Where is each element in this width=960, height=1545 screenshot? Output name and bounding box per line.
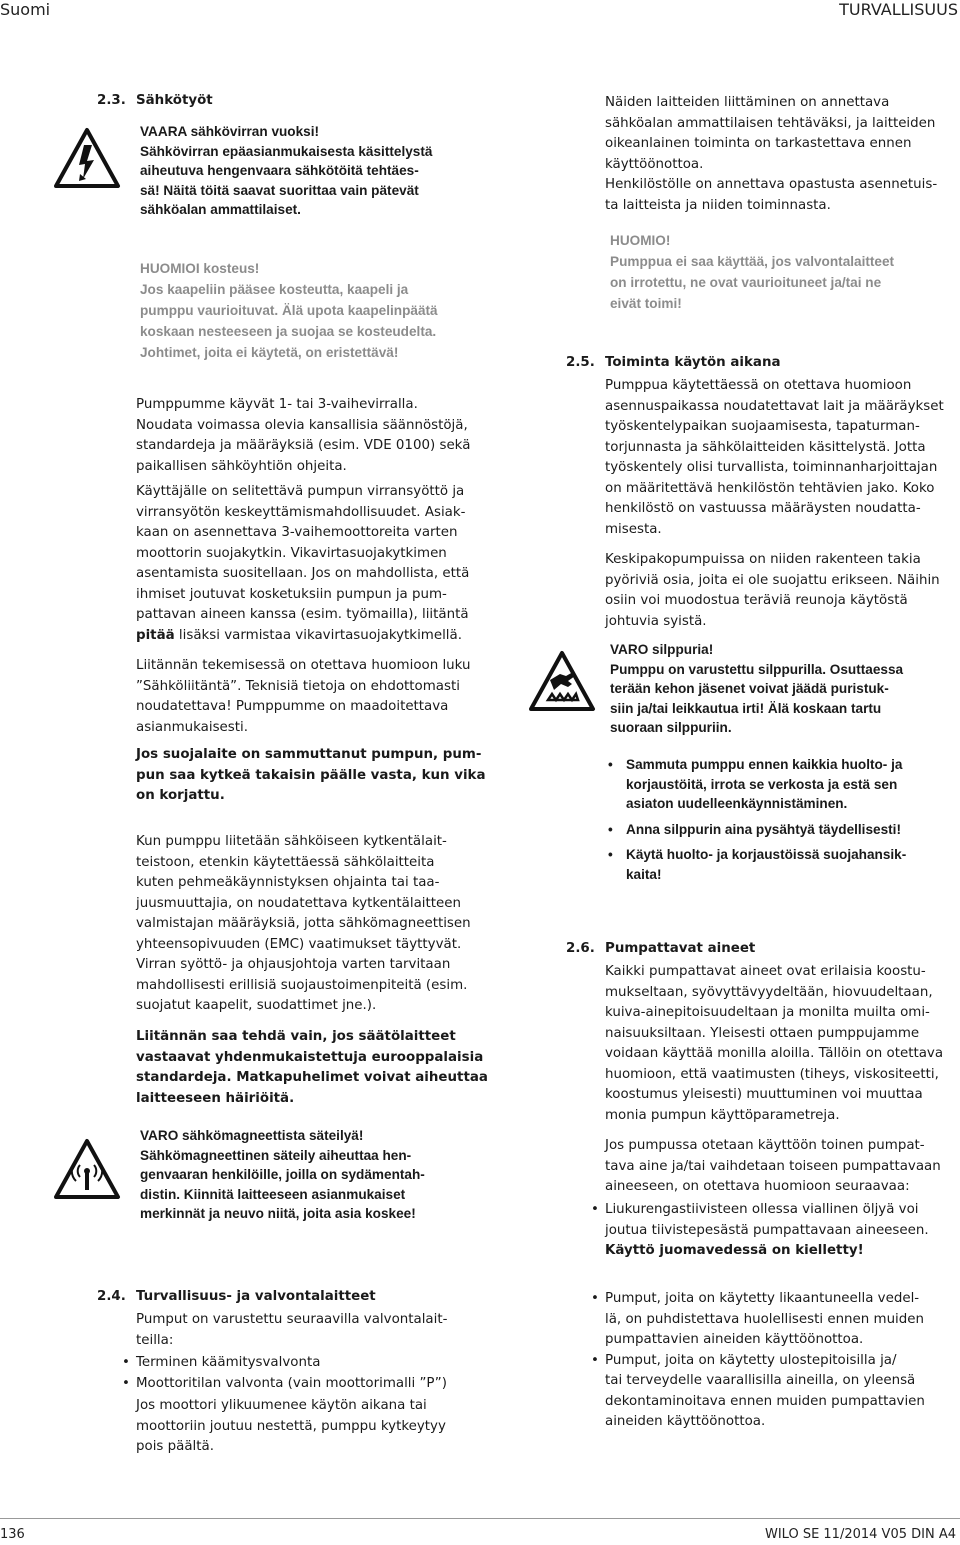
text-line: oikeanlainen toiminta on tarkastettava ennen — [605, 136, 912, 151]
text-line: juusmuuttajia, on noudatettava kytkentälaitteen — [136, 895, 461, 911]
section-title-2-4: Turvallisuus- ja valvontalaitteet — [136, 1289, 376, 1304]
list-item — [608, 755, 948, 814]
text-line: kuten pehmeäkäynnistyksen ohjainta tai taa- — [136, 875, 440, 890]
text-line: on määritettävä henkilöstön tehtävien jako. Koko — [605, 480, 935, 496]
warning-line: Pumppu on varustettu silppurilla. Osuttaessa — [610, 661, 904, 677]
emf-line: genvaaran henkilöille, joilla on sydämentah- — [140, 1167, 425, 1182]
text-line: sähköalan ammattilaisen tehtäväksi, ja laitteiden — [605, 115, 936, 131]
text-line: Pumppumme käyvät 1- tai 3-vaihevirralla. — [136, 397, 418, 412]
text-line: pun saa kytkeä takaisin päälle vasta, kun vika — [136, 767, 486, 783]
text-line: tai terveydelle vaarallisilla aineilla, on yleensä — [605, 1373, 916, 1388]
section-number-2-5: 2.5. — [566, 355, 595, 370]
text-line: moottoriin joutuu nestettä, pumppu kytkeytyy — [136, 1418, 446, 1434]
text-line: ta laitteista ja niiden toiminnasta. — [605, 197, 831, 213]
list-item — [583, 1200, 960, 1262]
text-line: asianmukaisesti. — [136, 719, 248, 735]
text-line: kaita! — [626, 866, 662, 882]
danger-line: Sähkövirran epäasianmukaisesta käsittelystä — [140, 143, 433, 159]
text-line: • Pumput, joita on käytetty likaantuneella vedel- — [605, 1291, 920, 1306]
moisture-line: HUOMIOI kosteus! — [140, 261, 260, 276]
warning-line: suoraan silppuriin. — [610, 720, 732, 735]
text-line: monia pumpun käyttöparametreja. — [605, 1107, 840, 1123]
section-2-4-body — [136, 1310, 447, 1351]
text-line: pois päältä. — [136, 1439, 214, 1454]
text-line — [136, 626, 469, 647]
danger-line: sä! Näitä töitä saavat suorittaa vain pätevät — [140, 182, 419, 198]
list-item — [608, 820, 948, 840]
emf-line: VARO sähkömagneettista säteilyä! — [140, 1128, 364, 1143]
text-line: misesta. — [605, 521, 662, 537]
electric-hazard-icon — [53, 127, 121, 189]
text-line: • Pumput, joita on käytetty ulostepitoisilla ja/ — [605, 1352, 897, 1368]
text-line: valmistajan määräyksiä, jotta sähkömagneettisen — [136, 916, 471, 931]
text-line: Kun pumppu liitetään sähköiseen kytkentälait- — [136, 834, 447, 849]
text-line: huomioon, että vaatimusten (tiheys, viskositeetti, — [605, 1066, 939, 1082]
text-line: lä, on puhdistettava huolellisesti ennen muiden — [605, 1311, 925, 1327]
text-line: • Sammuta pumppu ennen kaikkia huolto- ja — [626, 757, 903, 772]
paragraph-phase — [136, 395, 470, 477]
list-item: • Moottoritilan valvonta (vain moottorimalli ”P”) — [114, 1374, 494, 1395]
text-line: korjaustöitä, irrota se verkosta ja estä sen — [626, 776, 898, 792]
monitoring-devices-list — [114, 1353, 494, 1394]
text-line: kuiva-ainepitoisuudeltaan ja monilta muilta omi- — [605, 1005, 930, 1020]
text-line: teilla: — [136, 1332, 174, 1348]
text-line: Pumppua käytettäessä on otettava huomioon — [605, 378, 912, 393]
text-line: dekontaminoitava ennen muiden pumpattavien — [605, 1393, 925, 1409]
note-line: eivät toimi! — [610, 296, 682, 311]
text-line: vastaavat yhdenmukaistettuja eurooppalaisia — [136, 1049, 484, 1065]
section-title-2-6: Pumpattavat aineet — [605, 941, 756, 956]
text-line: työskentelypaikan suojaamisesta, tapaturman- — [605, 419, 920, 434]
note-line: on irrotettu, ne ovat vaurioituneet ja/tai ne — [610, 275, 882, 290]
danger-line: VAARA sähkövirran vuoksi! — [140, 124, 320, 139]
text-line: virransyötön keskeyttämismahdollisuudet. Asiak- — [136, 504, 466, 520]
text-line: standardeja. Matkapuhelimet voivat aiheuttaa — [136, 1070, 488, 1085]
text-line: asennuspaikassa noudatettavat lait ja määräykset — [605, 398, 944, 414]
text-line: Jos suojalaite on sammuttanut pumpun, pum- — [136, 747, 482, 762]
moisture-note-block — [140, 258, 438, 363]
section-2-4-after — [136, 1396, 446, 1458]
text-line: naisuuksiltaan. Yleisesti ottaen pumppujamme — [605, 1025, 920, 1041]
text-line: kaan on asennettava 3-vaihemoottoreita varten — [136, 525, 458, 540]
moisture-line: Jos kaapeliin pääsee kosteutta, kaapeli ja — [140, 282, 409, 297]
text-line: aineiden käyttöönottoa. — [605, 1414, 766, 1429]
emf-warning-block — [140, 1126, 425, 1224]
footer-divider — [0, 1518, 960, 1519]
text-line: asiaton uudelleenkäynnistäminen. — [626, 796, 848, 811]
text-line: paikallisen sähköyhtiön ohjeita. — [136, 458, 347, 474]
text-line: voidaan käyttää monilla aloilla. Tällöin on otettava — [605, 1046, 944, 1061]
text-line: Virran syöttö- ja ohjausjohtoja varten tarvitaan — [136, 957, 451, 972]
text-line: Keskipakopumpuissa on niiden rakenteen takia — [605, 552, 921, 567]
section-2-6-paragraph-1 — [605, 962, 943, 1126]
text-line: työskentely olisi turvallista, toiminnanharjoittajan — [605, 460, 938, 475]
bold-word: pitää — [136, 627, 175, 643]
text-line: • Liukurengastiivisteen ollessa viallinen öljyä voi — [605, 1202, 919, 1217]
warning-line: siin ja/tai leikkautua irti! Älä koskaan tartu — [610, 700, 882, 716]
text-line: • Anna silppurin aina pysähtyä täydellisesti! — [626, 821, 901, 837]
text-line: mukseltaan, syövyttävyydeltään, hiovuudeltaan, — [605, 984, 933, 1000]
text-line: torjunnasta ja sähkölaitteiden käsittelystä. Jotta — [605, 439, 926, 455]
danger-line: aiheutuva hengenvaara sähkötöitä tehtäes- — [140, 163, 419, 178]
text-line: Liitännän saa tehdä vain, jos säätölaitteet — [136, 1029, 456, 1044]
shredder-warning-block — [610, 640, 903, 738]
note-line: HUOMIO! — [610, 233, 671, 248]
text-line: pumpattavien aineiden käyttöönottoa. — [605, 1332, 864, 1347]
moisture-line: pumppu vaurioituvat. Älä upota kaapelinpäätä — [140, 303, 438, 318]
section-number-2-3: 2.3. — [97, 93, 126, 108]
text-line: Jos moottori ylikuumenee käytön aikana tai — [136, 1398, 427, 1413]
emf-line: merkinnät ja neuvo niitä, joita asia koskee! — [140, 1206, 416, 1221]
text-line: aineeseen, on otettava huomioon seuraavaa: — [605, 1179, 910, 1194]
section-2-5-paragraph-2 — [605, 550, 940, 632]
text-line: osiin voi muodostua teräviä reunoja käytöstä — [605, 593, 908, 608]
text-line: Noudata voimassa olevia kansallisia säännöstöjä, — [136, 417, 468, 433]
text-line: noudatettava! Pumppumme on maadoitettava — [136, 699, 449, 714]
text-line: Liitännän tekemisessä on otettava huomioon luku — [136, 658, 471, 673]
text-line: pattavan aineen kanssa (esim. työmailla), liitäntä — [136, 607, 469, 622]
section-number-2-6: 2.6. — [566, 941, 595, 956]
text-line: Käyttö juomavedessä on kielletty! — [605, 1243, 864, 1258]
paragraph-standards-bold — [136, 1027, 488, 1109]
list-item: • Terminen käämitysvalvonta — [114, 1353, 494, 1374]
note-line: Pumppua ei saa käyttää, jos valvontalaitteet — [610, 254, 895, 269]
header-section: TURVALLISUUS — [839, 0, 958, 19]
section-2-6-paragraph-2 — [605, 1136, 941, 1198]
text-line: Henkilöstölle on annettava opastusta asennetuis- — [605, 177, 938, 192]
text-line: laitteeseen häiriöitä. — [136, 1090, 295, 1106]
text-line: koostumus yleisesti) muuttuminen voi muuttaa — [605, 1087, 923, 1102]
electromagnetic-warning-icon — [53, 1138, 121, 1200]
danger-line: sähköalan ammattilaiset. — [140, 202, 301, 217]
section-number-2-4: 2.4. — [97, 1289, 126, 1304]
text-line: Jos pumpussa otetaan käyttöön toinen pumpat- — [605, 1138, 925, 1153]
text-line: Pumput on varustettu seuraavilla valvontalait- — [136, 1312, 448, 1327]
document-id: WILO SE 11/2014 V05 DIN A4 — [764, 1527, 956, 1542]
text-line: suojatut kaapelit, suodattimet jne.). — [136, 998, 377, 1013]
text-span: lisäksi varmistaa vikavirtasuojakytkimellä. — [174, 627, 462, 643]
text-line: yhteensopivuuden (EMC) vaatimukset täyttyvät. — [136, 936, 462, 952]
paragraph-protection-bold — [136, 745, 486, 807]
emf-line: Sähkömagneettinen säteily aiheuttaa hen- — [140, 1147, 412, 1163]
fluid-change-list-a — [583, 1200, 960, 1262]
page-number: 136 — [0, 1527, 25, 1542]
emf-line: distin. Kiinnitä laitteeseen asianmukaiset — [140, 1186, 406, 1202]
right-paragraph-1 — [605, 93, 937, 216]
text-line: standardeja ja määräyksiä (esim. VDE 0100) sekä — [136, 438, 471, 453]
text-line: mahdollisesti erillisiä suojaustoimenpiteitä (esim. — [136, 977, 468, 993]
text-line: käyttöönottoa. — [605, 156, 704, 172]
text-line: asentamista suositellaan. Jos on mahdollista, että — [136, 566, 470, 581]
text-line: joutua tiivistepesästä pumpattavaan aineeseen. — [605, 1222, 929, 1238]
text-line: tava aine ja/tai vaihdetaan toiseen pumpattavaan — [605, 1158, 941, 1174]
list-item — [583, 1289, 960, 1351]
moisture-line: Johtimet, joita ei käytetä, on eristettävä! — [140, 345, 399, 360]
shredder-safety-list — [608, 755, 948, 884]
section-title-2-3: Sähkötyöt — [136, 93, 213, 108]
paragraph-emc — [136, 832, 471, 1017]
warning-line: VARO silppuria! — [610, 642, 714, 657]
section-title-2-5: Toiminta käytön aikana — [605, 355, 781, 370]
list-item — [583, 1351, 960, 1433]
fluid-change-list-b — [583, 1289, 960, 1433]
text-line: johtuvia syistä. — [605, 613, 707, 629]
warning-line: terään kehon jäsenet voivat jäädä puristuk- — [610, 681, 889, 696]
text-line: Käyttäjälle on selitettävä pumpun virransyöttö ja — [136, 484, 465, 499]
moisture-line: koskaan nesteeseen ja suojaa se kosteudelta. — [140, 324, 437, 339]
text-line: Kaikki pumpattavat aineet ovat erilaisia koostu- — [605, 964, 926, 979]
text-line: pyöriviä osia, joita ei ole suojattu erikseen. Näihin — [605, 572, 940, 588]
text-line: ”Sähköliitäntä”. Teknisiä tietoja on ehdottomasti — [136, 678, 460, 694]
monitoring-note-block — [610, 230, 894, 314]
shredder-warning-icon — [528, 650, 596, 712]
text-line: • Käytä huolto- ja korjaustöissä suojahansik- — [626, 847, 907, 862]
paragraph-power-supply — [136, 482, 469, 646]
text-line: teistoon, etenkin käytettäessä sähkölaitteita — [136, 854, 435, 870]
text-line: moottorin suojakytkin. Vikavirtasuojakytkimen — [136, 545, 447, 561]
text-line: ihmiset joutuvat kosketuksiin pumpun ja pum- — [136, 586, 447, 602]
text-line: henkilöstö on vastuussa määräysten noudatta- — [605, 501, 921, 516]
text-line: on korjattu. — [136, 788, 225, 803]
header-language: Suomi — [0, 0, 51, 19]
section-2-5-paragraph-1 — [605, 376, 944, 540]
list-item — [608, 845, 948, 884]
paragraph-connection — [136, 656, 470, 738]
text-line: Näiden laitteiden liittäminen on annettava — [605, 95, 890, 110]
danger-electric-block — [140, 122, 432, 220]
